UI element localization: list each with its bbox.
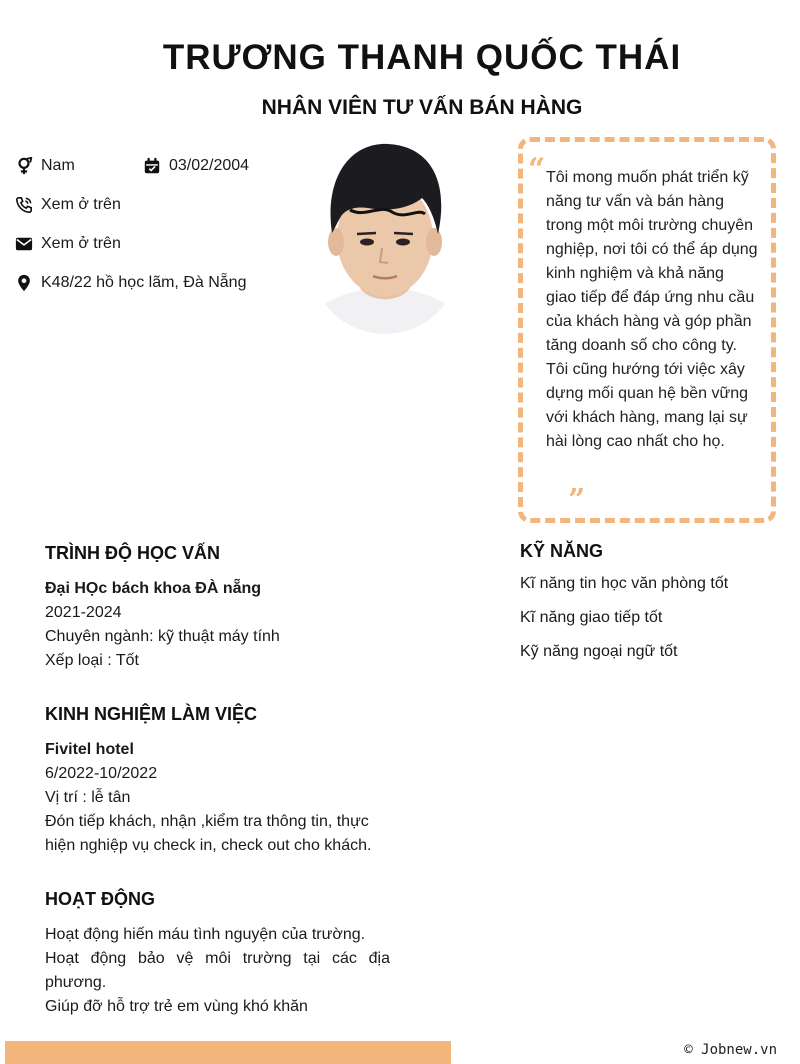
experience-block (45, 738, 390, 858)
activity-item: Giúp đỡ hỗ trợ trẻ em vùng khó khăn (45, 998, 308, 1015)
education-major: Chuyên ngành: kỹ thuật máy tính (45, 628, 280, 645)
skills-title: KỸ NĂNG (520, 541, 604, 561)
education-period: 2021-2024 (45, 604, 122, 621)
address-row (15, 274, 246, 292)
profile-photo (310, 138, 460, 334)
address-value: K48/22 hồ học lãm, Đà Nẵng (41, 274, 247, 291)
activity-item: Hoạt động hiến máu tình nguyện của trường. (45, 926, 366, 943)
birthdate-value: 03/02/2004 (169, 157, 250, 174)
activities-title: HOẠT ĐỘNG (45, 889, 155, 909)
close-quote-icon: ” (568, 483, 586, 518)
copyright-text: © Jobnew.vn (684, 1042, 777, 1058)
calendar-icon (143, 157, 161, 175)
location-pin-icon (15, 274, 33, 292)
phone-icon (15, 196, 33, 214)
email-row (15, 235, 121, 253)
job-title: NHÂN VIÊN TƯ VẤN BÁN HÀNG (261, 96, 583, 119)
experience-position: Vị trí : lễ tân (45, 789, 131, 806)
gender-value: Nam (41, 157, 75, 174)
school-name: Đại HỌc bách khoa ĐÀ nẵng (45, 580, 262, 597)
birthdate-row (143, 157, 249, 175)
gender-row (15, 157, 75, 175)
education-block (45, 577, 405, 673)
company-name: Fivitel hotel (45, 741, 134, 758)
activity-item: Hoạt động bảo vệ môi trường tại các địa phương. (45, 950, 390, 991)
education-grade: Xếp loại : Tốt (45, 652, 139, 669)
envelope-icon (15, 235, 33, 253)
experience-title: KINH NGHIỆM LÀM VIỆC (45, 704, 258, 724)
phone-row (15, 196, 121, 214)
objective-text: Tôi mong muốn phát triển kỹ năng tư vấn và bán hàng trong một môi trường chuyên nghiệp, nơi tôi có thể áp dụng kinh nghiệm và khả năng giao tiếp để đáp ứng nhu cầu của khách hàng và góp phần tăng doanh số cho công ty. Tôi cũng hướng tới việc xây dựng mối quan hệ bền vững với khách hàng, mang lại sự hài lòng cao nhất cho họ. (546, 169, 758, 450)
gender-icon (15, 157, 33, 175)
footer-accent-bar (5, 1041, 451, 1064)
skill-item: Kỹ năng ngoại ngữ tốt (520, 643, 678, 660)
email-value: Xem ở trên (41, 235, 121, 252)
education-title: TRÌNH ĐỘ HỌC VẤN (45, 543, 220, 563)
experience-period: 6/2022-10/2022 (45, 765, 158, 782)
phone-value: Xem ở trên (41, 196, 121, 213)
open-quote-icon: “ (528, 152, 546, 187)
skill-item: Kĩ năng giao tiếp tốt (520, 609, 663, 626)
candidate-name: TRƯƠNG THANH QUỐC THÁI (162, 38, 682, 77)
experience-description: Đón tiếp khách, nhận ,kiểm tra thông tin, thực hiện nghiệp vụ check in, check out cho khách. (45, 813, 372, 854)
activities-list (45, 923, 390, 1019)
skill-item: Kĩ năng tin học văn phòng tốt (520, 575, 729, 592)
